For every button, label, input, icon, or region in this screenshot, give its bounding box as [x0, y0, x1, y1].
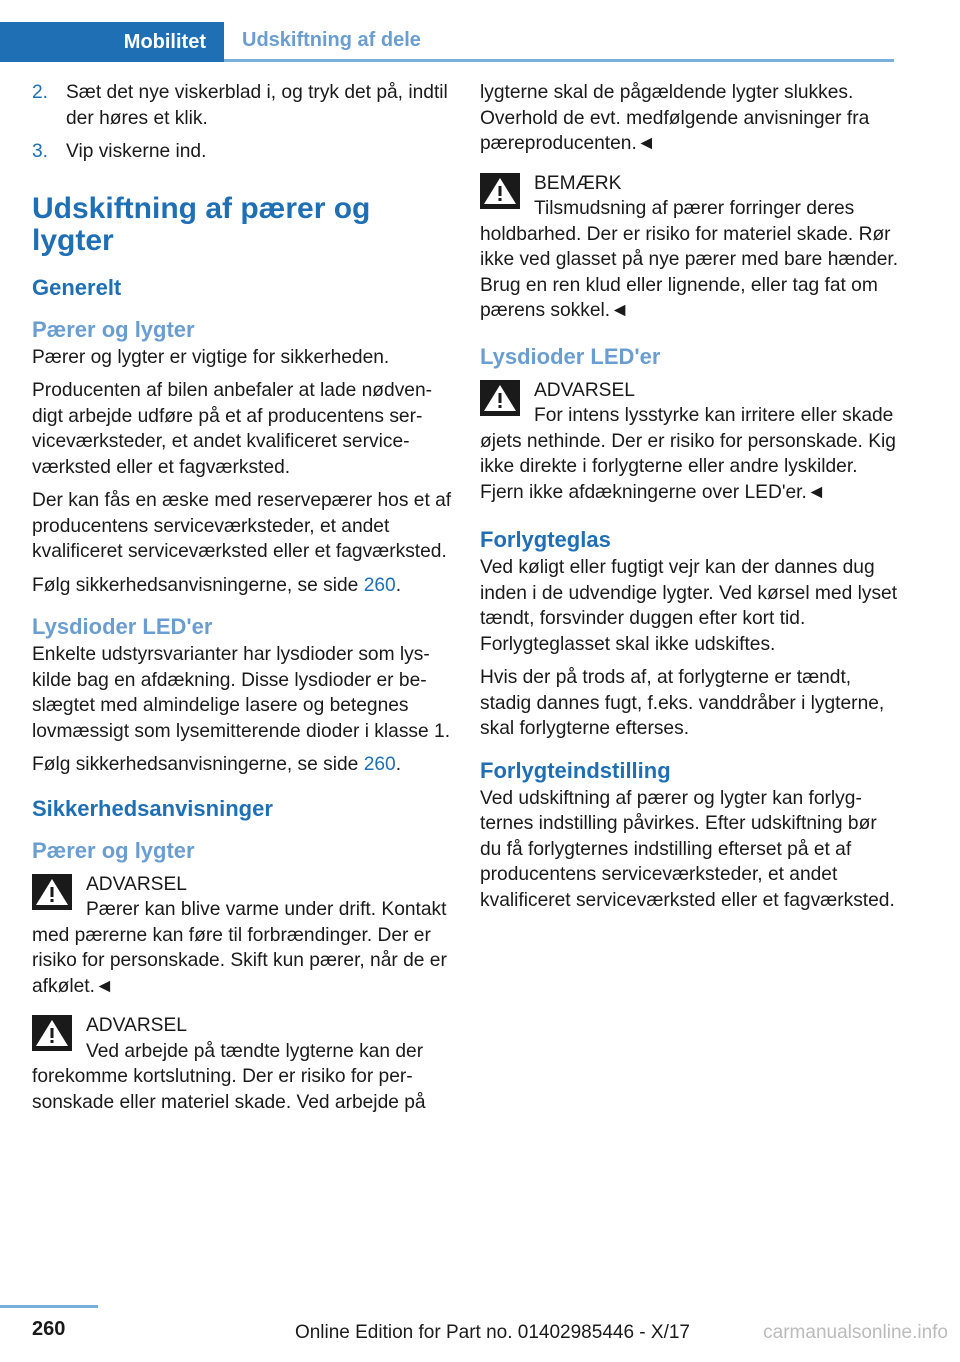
list-item — [32, 80, 452, 131]
warning-icon — [32, 1015, 72, 1051]
step-text: Sæt det nye viskerblad i, og tryk det på, indtil der høres et klik. — [66, 82, 448, 129]
section-title: Udskiftning af pærer og lygter — [32, 191, 371, 257]
paragraph: lygterne skal de pågældende lygter slukkes. Overhold de evt. medfølgende anvisninger fra pæreproducenten.◄ — [480, 82, 870, 154]
subheading-paerer-2: Pærer og lygter — [32, 837, 195, 863]
note-block — [480, 171, 900, 324]
watermark: carmanualsonline.info — [763, 1322, 948, 1343]
text-span: . — [395, 754, 402, 775]
subsection-title-generelt: Generelt — [32, 274, 122, 300]
subsection-title-forlygteglas: Forlygteglas — [480, 527, 611, 552]
warning-block — [32, 1013, 452, 1115]
page-link[interactable]: 260 — [363, 574, 396, 596]
page-link[interactable]: 260 — [363, 754, 396, 775]
left-column — [32, 80, 452, 1129]
warning-block — [480, 378, 900, 506]
note-title: BEMÆRK — [534, 172, 622, 194]
paragraph — [32, 573, 452, 599]
subsection-title-forlygteindstilling: Forlygteindstilling — [480, 757, 671, 783]
paragraph: Enkelte udstyrsvarianter har lysdioder som lyskilde bag en afdækning. Disse lysdioder er beslægtet med almindelige lasere og betegnes lovmæssigt som lysemitterende dioder i klasse 1. — [32, 644, 451, 742]
warning-text: For intens lysstyrke kan irritere eller skade øjets nethinde. Der er risiko for personskade. Kig ikke direkte i forlygterne eller andre lyskilder. Fjern ikke afdækningerne over LED'er.◄ — [480, 405, 896, 503]
step-number: 2. — [32, 82, 49, 103]
subheading-led: Lysdioder LED'er — [32, 614, 213, 639]
warning-icon — [480, 380, 520, 416]
warning-icon — [32, 874, 72, 910]
text-span: Følg sikkerhedsanvisningerne, se side — [32, 754, 364, 775]
right-column — [480, 80, 900, 921]
note-text: Tilsmudsning af pærer forringer deres holdbarhed. Der er risiko for materiel skade. Rør ikke ved glasset på nye pærer med bare hænder. Brug en ren klud eller lignende, eller tag fat om pærens sokkel.◄ — [480, 198, 899, 321]
chapter-tab-udskiftning: Udskiftning af dele — [224, 22, 894, 62]
subsection-title-sikkerhed: Sikkerhedsanvisninger — [32, 795, 273, 821]
warning-text: Pærer kan blive varme under drift. Kontakt med pærerne kan føre til forbrændinger. Der er risiko for personskade. Skift kun pærer, når de er afkølet.◄ — [32, 899, 447, 997]
paragraph: Der kan fås en æske med reservepærer hos et af producentens serviceværksteder, et andet kvalificeret serviceværksted eller et fagværksted. — [32, 490, 452, 562]
paragraph: Ved køligt eller fugtigt vejr kan der dannes dug inden i de udvendige lygter. Ved kørsel med lyset tændt, forsvinder duggen efter kort tid. Forlygteglasset skal ikke udskiftes. — [480, 557, 898, 655]
warning-icon — [480, 173, 520, 209]
step-text: Vip viskerne ind. — [66, 141, 207, 162]
text-span: Følg sikkerhedsanvisningerne, se side — [32, 574, 364, 596]
subheading-paerer: Pærer og lygter — [32, 316, 195, 342]
subheading-led: Lysdioder LED'er — [480, 343, 661, 369]
edition-label: Online Edition for Part no. 01402985446 - X/17 — [294, 1322, 690, 1343]
paragraph: Ved udskiftning af pærer og lygter kan forlygternes indstilling påvirkes. Efter udskiftning bør du få forlygternes indstilling efterset på et af producentens serviceværksteder, et andet kvalificeret serviceværksted eller et fagværksted. — [480, 787, 895, 911]
warning-text: Ved arbejde på tændte lygterne kan der forekomme kortslutning. Der er risiko for personskade eller materiel skade. Ved arbejde på — [32, 1040, 426, 1113]
paragraph: Producenten af bilen anbefaler at lade nødvendigt arbejde udføre på et af producentens serviceværksteder, et andet kvalificeret serviceværksted eller et fagværksted. — [32, 380, 433, 478]
footer-divider — [0, 1305, 98, 1308]
page-number: 260 — [32, 1318, 66, 1340]
paragraph — [32, 752, 452, 778]
warning-title: ADVARSEL — [86, 873, 187, 895]
paragraph: Hvis der på trods af, at forlygterne er tændt, stadig dannes fugt, f.eks. vanddråber i lygterne, skal forlygterne efterses. — [480, 667, 885, 739]
step-number: 3. — [32, 141, 49, 162]
list-item — [32, 139, 452, 165]
page-header — [0, 0, 960, 64]
text-span: . — [395, 574, 402, 596]
warning-block — [32, 872, 452, 1000]
warning-title: ADVARSEL — [534, 379, 635, 401]
section-tab-mobilitet: Mobilitet — [0, 22, 224, 62]
paragraph: Pærer og lygter er vigtige for sikkerheden. — [32, 346, 390, 368]
warning-title: ADVARSEL — [86, 1015, 187, 1036]
